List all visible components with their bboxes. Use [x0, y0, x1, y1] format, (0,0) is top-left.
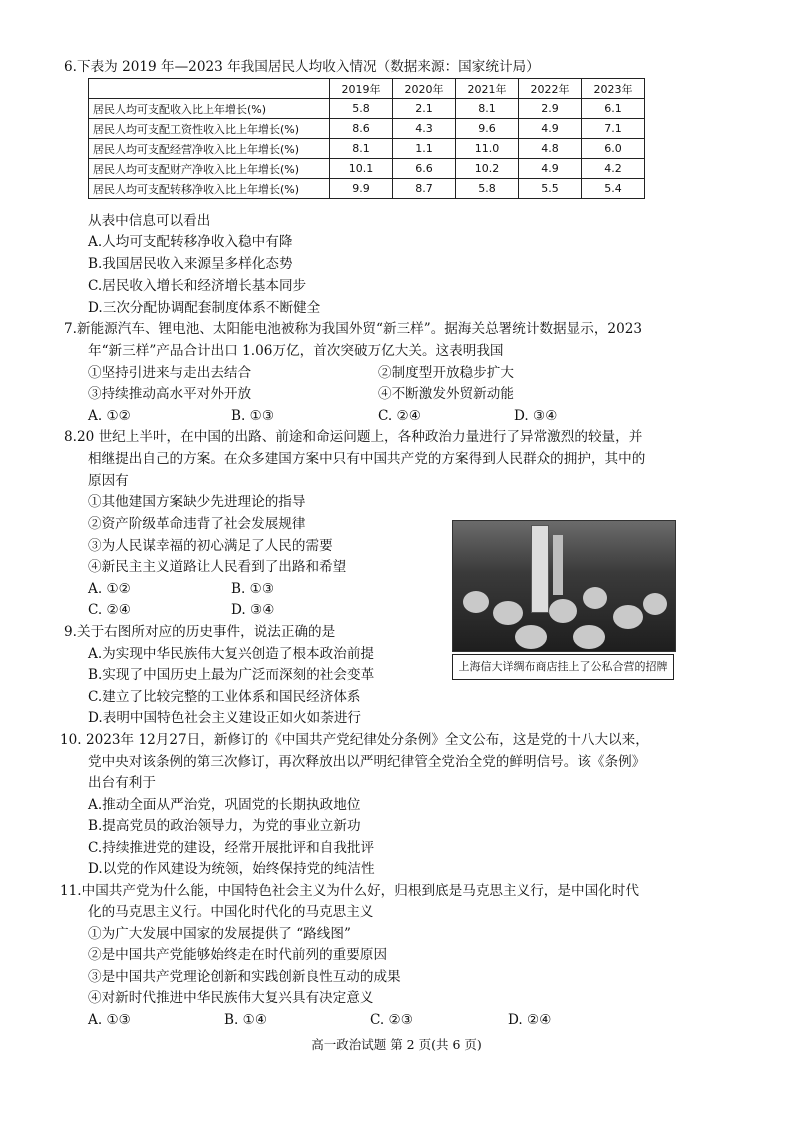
cell-value: 2.1 [393, 99, 456, 119]
q11-choice-b: B. ①④ [224, 1012, 268, 1028]
row-label: 居民人均可支配工资性收入比上年增长(%) [89, 119, 330, 139]
year-header: 2023年 [582, 79, 645, 99]
q8-item-4: ④新民主主义道路让人民看到了出路和希望 [88, 559, 347, 575]
q7-item-3: ③持续推动高水平对外开放 [88, 386, 252, 402]
cell-value: 4.9 [519, 119, 582, 139]
cell-value: 10.1 [330, 159, 393, 179]
cell-value: 9.9 [330, 179, 393, 199]
table-header-row [89, 79, 645, 99]
table-row [89, 99, 645, 119]
table-row [89, 159, 645, 179]
q10-option-a: A.推动全面从严治党，巩固党的长期执政地位 [88, 797, 361, 813]
q10-stem-line3: 出台有利于 [88, 775, 156, 791]
q7-item-2: ②制度型开放稳步扩大 [378, 365, 514, 381]
q10-option-d: D.以党的作风建设为统领，始终保持党的纯洁性 [88, 861, 375, 877]
q11-choice-d: D. ②④ [508, 1012, 552, 1028]
year-header: 2019年 [330, 79, 393, 99]
q6-option-c: C.居民收入增长和经济增长基本同步 [88, 278, 307, 294]
q6-stem: 6.下表为 2019 年—2023 年我国居民人均收入情况（数据来源：国家统计局） [64, 59, 540, 75]
year-header: 2020年 [393, 79, 456, 99]
row-label: 居民人均可支配财产净收入比上年增长(%) [89, 159, 330, 179]
q10-stem-line1: 10. 2023年 12月27日，新修订的《中国共产党纪律处分条例》全文公布，这是党的十八大以来， [60, 732, 649, 748]
cell-value: 5.8 [456, 179, 519, 199]
table-corner [89, 79, 330, 99]
cell-value: 8.1 [456, 99, 519, 119]
q11-item-4: ④对新时代推进中华民族伟大复兴具有决定意义 [88, 990, 374, 1006]
q8-stem-line1: 8.20 世纪上半叶，在中国的出路、前途和命运问题上，各种政治力量进行了异常激烈的较量，并 [64, 429, 643, 445]
table-row [89, 139, 645, 159]
q10-stem-line2: 党中央对该条例的第三次修订，再次释放出以严明纪律管全党治全党的鲜明信号。该《条例》 [88, 754, 646, 770]
q7-item-1: ①坚持引进来与走出去结合 [88, 365, 252, 381]
q8-choice-c: C. ②④ [88, 602, 131, 618]
q11-choice-c: C. ②③ [370, 1012, 413, 1028]
q10-option-b: B.提高党员的政治领导力，为党的事业立新功 [88, 818, 361, 834]
q11-item-1: ①为广大发展中国家的发展提供了 “路线图” [88, 926, 351, 942]
crowd-shape [573, 625, 605, 649]
crowd-shape [549, 599, 577, 623]
cell-value: 8.6 [330, 119, 393, 139]
row-label: 居民人均可支配收入比上年增长(%) [89, 99, 330, 119]
q9-option-b: B.实现了中国历史上最为广泛而深刻的社会变革 [88, 667, 375, 683]
cell-value: 4.8 [519, 139, 582, 159]
q8-item-3: ③为人民谋幸福的初心满足了人民的需要 [88, 538, 333, 554]
signboard-shape [531, 525, 549, 613]
q11-stem-line1: 11.中国共产党为什么能，中国特色社会主义为什么好，归根到底是马克思主义行，是中国化时代 [60, 883, 639, 899]
year-header: 2022年 [519, 79, 582, 99]
crowd-shape [613, 605, 643, 629]
cell-value: 8.7 [393, 179, 456, 199]
q8-choice-b: B. ①③ [231, 581, 275, 597]
q8-stem-line3: 原因有 [88, 473, 129, 489]
cell-value: 5.5 [519, 179, 582, 199]
q10-option-c: C.持续推进党的建设，经常开展批评和自我批评 [88, 840, 375, 856]
q9-stem: 9.关于右图所对应的历史事件，说法正确的是 [64, 624, 336, 640]
row-label: 居民人均可支配转移净收入比上年增长(%) [89, 179, 330, 199]
cell-value: 8.1 [330, 139, 393, 159]
q7-choice-c: C. ②④ [378, 408, 421, 424]
q8-choice-d: D. ③④ [231, 602, 275, 618]
crowd-shape [493, 601, 523, 625]
q8-item-2: ②资产阶级革命违背了社会发展规律 [88, 516, 306, 532]
q6-option-d: D.三次分配协调配套制度体系不断健全 [88, 300, 321, 316]
cell-value: 4.9 [519, 159, 582, 179]
cell-value: 9.6 [456, 119, 519, 139]
crowd-shape [463, 591, 489, 613]
q6-after: 从表中信息可以看出 [88, 213, 211, 229]
income-table [88, 78, 645, 199]
cell-value: 6.0 [582, 139, 645, 159]
q7-choice-a: A. ①② [88, 408, 131, 424]
row-label: 居民人均可支配经营净收入比上年增长(%) [89, 139, 330, 159]
table-row [89, 179, 645, 199]
cell-value: 6.1 [582, 99, 645, 119]
q9-option-a: A.为实现中华民族伟大复兴创造了根本政治前提 [88, 646, 375, 662]
cell-value: 11.0 [456, 139, 519, 159]
q7-item-4: ④不断激发外贸新动能 [378, 386, 514, 402]
q7-choice-b: B. ①③ [231, 408, 275, 424]
q8-item-1: ①其他建国方案缺少先进理论的指导 [88, 494, 306, 510]
year-header: 2021年 [456, 79, 519, 99]
q6-option-a: A.人均可支配转移净收入稳中有降 [88, 234, 293, 250]
crowd-shape [643, 593, 667, 615]
q9-option-d: D.表明中国特色社会主义建设正如火如荼进行 [88, 710, 362, 726]
cell-value: 1.1 [393, 139, 456, 159]
cell-value: 7.1 [582, 119, 645, 139]
cell-value: 2.9 [519, 99, 582, 119]
cell-value: 4.2 [582, 159, 645, 179]
historical-photo [452, 520, 674, 686]
cell-value: 10.2 [456, 159, 519, 179]
q7-stem-line1: 7.新能源汽车、锂电池、太阳能电池被称为我国外贸“新三样”。据海关总署统计数据显示，2023 [64, 321, 643, 337]
cell-value: 6.6 [393, 159, 456, 179]
table-row [89, 119, 645, 139]
photo-image [452, 520, 676, 652]
q11-stem-line2: 化的马克思主义行。中国化时代化的马克思主义 [88, 904, 374, 920]
q11-item-3: ③是中国共产党理论创新和实践创新良性互动的成果 [88, 969, 401, 985]
signboard-shape [553, 535, 563, 595]
q11-item-2: ②是中国共产党能够始终走在时代前列的重要原因 [88, 947, 388, 963]
q8-stem-line2: 相继提出自己的方案。在众多建国方案中只有中国共产党的方案得到人民群众的拥护，其中的 [88, 451, 646, 467]
q7-stem-line2: 年“新三样”产品合计出口 1.06万亿，首次突破万亿大关。这表明我国 [88, 343, 504, 359]
cell-value: 4.3 [393, 119, 456, 139]
photo-caption: 上海信大详绸布商店挂上了公私合营的招牌 [452, 654, 674, 680]
cell-value: 5.4 [582, 179, 645, 199]
q11-choice-a: A. ①③ [88, 1012, 131, 1028]
cell-value: 5.8 [330, 99, 393, 119]
q9-option-c: C.建立了比较完整的工业体系和国民经济体系 [88, 689, 361, 705]
page-footer: 高一政治试题 第 2 页(共 6 页) [311, 1037, 482, 1052]
crowd-shape [583, 587, 607, 609]
q8-choice-a: A. ①② [88, 581, 131, 597]
q7-choice-d: D. ③④ [514, 408, 558, 424]
crowd-shape [515, 625, 547, 649]
q6-option-b: B.我国居民收入来源呈多样化态势 [88, 256, 293, 272]
